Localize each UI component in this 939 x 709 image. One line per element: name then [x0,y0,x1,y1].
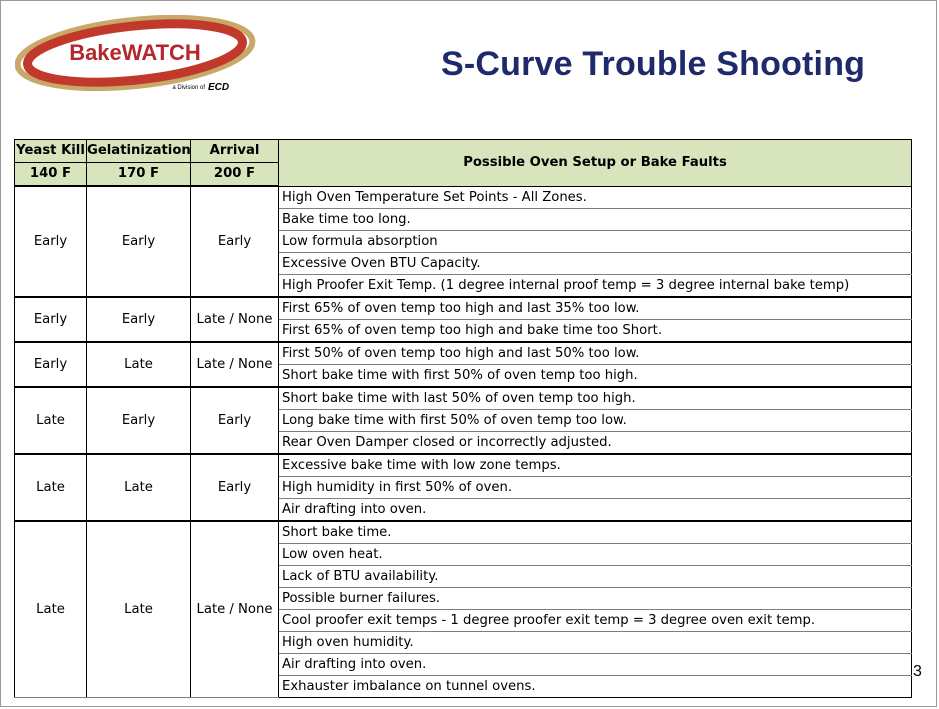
fault-cell: Low formula absorption [279,230,912,252]
yeast-kill-cell: Early [15,342,87,387]
yeast-kill-cell: Early [15,297,87,342]
arrival-cell: Early [191,186,279,297]
gelatinization-cell: Late [87,454,191,521]
page-title: S-Curve Trouble Shooting [441,45,866,83]
fault-cell: Exhauster imbalance on tunnel ovens. [279,675,912,697]
fault-cell: Short bake time with first 50% of oven temp too high. [279,364,912,387]
fault-cell: Lack of BTU availability. [279,565,912,587]
gelatinization-cell: Early [87,387,191,454]
header-arrival: Arrival [191,140,279,163]
table-row [15,297,912,320]
gelatinization-cell: Late [87,521,191,698]
fault-cell: High humidity in first 50% of oven. [279,476,912,498]
yeast-kill-cell: Late [15,387,87,454]
arrival-cell: Late / None [191,342,279,387]
fault-cell: Air drafting into oven. [279,653,912,675]
fault-cell: High oven humidity. [279,631,912,653]
bakewatch-logo [15,15,263,95]
table-row [15,387,912,410]
fault-cell: Cool proofer exit temps - 1 degree proofer exit temp = 3 degree oven exit temp. [279,609,912,631]
logo-tagline-text: a Division of [172,85,205,91]
table-row [15,342,912,365]
header-gelatinization-temp: 170 F [87,163,191,187]
troubleshooting-table [14,139,912,698]
fault-cell: Long bake time with first 50% of oven temp too low. [279,409,912,431]
gelatinization-cell: Early [87,186,191,297]
fault-cell: Bake time too long. [279,208,912,230]
fault-cell: Possible burner failures. [279,587,912,609]
table-body [15,186,912,697]
fault-cell: First 65% of oven temp too high and bake time too Short. [279,319,912,342]
arrival-cell: Early [191,454,279,521]
fault-cell: Low oven heat. [279,543,912,565]
table-header [15,140,912,187]
fault-cell: First 50% of oven temp too high and last 50% too low. [279,342,912,365]
fault-cell: Short bake time with last 50% of oven temp too high. [279,387,912,410]
fault-cell: Air drafting into oven. [279,498,912,521]
fault-cell: First 65% of oven temp too high and last 35% too low. [279,297,912,320]
header-faults: Possible Oven Setup or Bake Faults [279,140,912,187]
fault-cell: Short bake time. [279,521,912,544]
page-number: 3 [913,663,922,680]
table-row [15,454,912,477]
arrival-cell: Late / None [191,521,279,698]
arrival-cell: Late / None [191,297,279,342]
logo-brand-text: BakeWATCH [69,40,201,65]
fault-cell: Rear Oven Damper closed or incorrectly adjusted. [279,431,912,454]
header-yeast-kill-temp: 140 F [15,163,87,187]
table-row [15,521,912,544]
fault-cell: Excessive Oven BTU Capacity. [279,252,912,274]
header-yeast-kill: Yeast Kill [15,140,87,163]
yeast-kill-cell: Late [15,454,87,521]
header-arrival-temp: 200 F [191,163,279,187]
fault-cell: High Proofer Exit Temp. (1 degree internal proof temp = 3 degree internal bake temp) [279,274,912,297]
yeast-kill-cell: Late [15,521,87,698]
header-gelatinization: Gelatinization [87,140,191,163]
table-row [15,186,912,208]
logo-parent-text: ECD [208,82,230,93]
gelatinization-cell: Late [87,342,191,387]
arrival-cell: Early [191,387,279,454]
fault-cell: Excessive bake time with low zone temps. [279,454,912,477]
gelatinization-cell: Early [87,297,191,342]
yeast-kill-cell: Early [15,186,87,297]
fault-cell: High Oven Temperature Set Points - All Zones. [279,186,912,208]
